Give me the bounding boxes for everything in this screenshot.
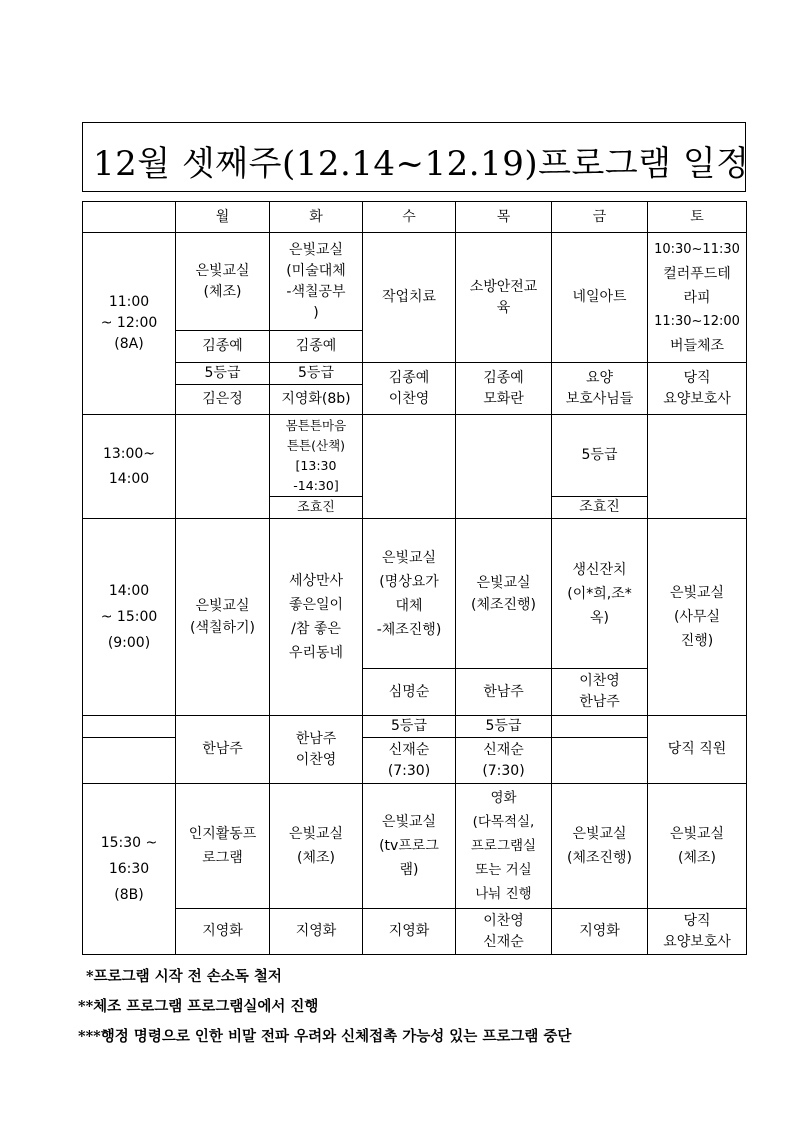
note-2: **체조 프로그램 프로그램실에서 진행 [78,998,319,1015]
slot2-tue-staff: 조효진 [270,497,363,519]
slot3-row-a [83,519,747,669]
slot3-time-cont [83,716,176,738]
schedule-table [82,201,747,955]
day-fri: 금 [552,202,648,233]
slot1-fri-program: 네일아트 [552,233,648,363]
day-thu: 목 [456,202,552,233]
slot4-thu-staff: 이찬영 신재순 [456,909,552,955]
slot3-time: 14:00 ~ 15:00 (9:00) [83,519,176,716]
slot4-row-b [83,909,747,955]
slot4-time: 15:30 ~ 16:30 (8B) [83,784,176,955]
header-row [83,202,747,233]
slot1-sat-program: 10:30~11:30 컬러푸드테 라피 11:30~12:00 버들체조 [648,233,747,363]
slot1-time: 11:00 ~ 12:00 (8A) [83,233,176,415]
slot1-mon-grade: 5등급 [176,363,270,385]
slot1-thu-program: 소방안전교 육 [456,233,552,363]
slot1-mon-program: 은빛교실 (체조) [176,233,270,331]
slot1-mon-staff-2: 김은정 [176,385,270,415]
slot4-tue-program: 은빛교실 (체조) [270,784,363,909]
notes [78,962,571,1052]
slot2-time: 13:00~ 14:00 [83,415,176,519]
slot3-fri-program: 생신잔치 (이*희,조* 옥) [552,519,648,669]
slot3-thu-program: 은빛교실 (체조진행) [456,519,552,669]
slot1-row-c [83,363,747,385]
slot3-mon-staff: 한남주 [176,716,270,784]
slot3-thu-grade: 5등급 [456,716,552,738]
slot3-time-cont-2 [83,738,176,784]
slot2-row-a [83,415,747,497]
slot3-thu-staff-2: 신재순 (7:30) [456,738,552,784]
slot1-row-a [83,233,747,331]
slot2-thu-empty [456,415,552,519]
slot4-mon-staff: 지영화 [176,909,270,955]
slot4-thu-program: 영화 (다목적실, 프로그램실 또는 거실 나눠 진행 [456,784,552,909]
slot1-fri-staff: 요양 보호사님들 [552,363,648,415]
slot3-wed-staff: 심명순 [363,669,456,716]
slot1-thu-staff: 김종예 모화란 [456,363,552,415]
slot3-row-c [83,716,747,738]
slot3-wed-staff-2: 신재순 (7:30) [363,738,456,784]
slot4-mon-program: 인지활동프 로그램 [176,784,270,909]
slot3-mon-program: 은빛교실 (색칠하기) [176,519,270,716]
slot2-fri-program: 5등급 [552,415,648,497]
slot3-wed-grade: 5등급 [363,716,456,738]
slot4-row-a [83,784,747,909]
slot3-fri-empty [552,716,648,738]
page-title: 12월 셋째주(12.14~12.19)프로그램 일정 [93,144,750,184]
slot4-fri-program: 은빛교실 (체조진행) [552,784,648,909]
slot4-sat-program: 은빛교실 (체조) [648,784,747,909]
slot3-sat-program: 은빛교실 (사무실 진행) [648,519,747,716]
slot4-sat-staff: 당직 요양보호사 [648,909,747,955]
title-box [82,122,750,192]
header-corner [83,202,176,233]
day-wed: 수 [363,202,456,233]
slot1-wed-staff: 김종예 이찬영 [363,363,456,415]
day-mon: 월 [176,202,270,233]
slot3-wed-program: 은빛교실 (명상요가 대체 -체조진행) [363,519,456,669]
slot1-tue-staff: 김종예 [270,331,363,363]
slot3-sat-staff: 당직 직원 [648,716,747,784]
note-1: *프로그램 시작 전 손소독 철저 [86,968,282,985]
slot1-sat-staff: 당직 요양보호사 [648,363,747,415]
slot3-tue-staff: 한남주 이찬영 [270,716,363,784]
slot3-tue-program: 세상만사 좋은일이 /참 좋은 우리동네 [270,519,363,716]
slot1-tue-program: 은빛교실 (미술대체 -색칠공부 ) [270,233,363,331]
day-sat: 토 [648,202,747,233]
slot2-wed-empty [363,415,456,519]
day-tue: 화 [270,202,363,233]
slot4-tue-staff: 지영화 [270,909,363,955]
slot3-fri-staff: 이찬영 한남주 [552,669,648,716]
slot2-mon-empty [176,415,270,519]
slot2-tue-program: 몸튼튼마음 튼튼(산책) [13:30 -14:30] [270,415,363,497]
slot1-tue-staff-2: 지영화(8b) [270,385,363,415]
slot2-fri-staff: 조효진 [552,497,648,519]
slot2-sat-empty [648,415,747,519]
slot3-fri-empty-2 [552,738,648,784]
slot1-mon-staff: 김종예 [176,331,270,363]
slot1-tue-grade: 5등급 [270,363,363,385]
slot4-fri-staff: 지영화 [552,909,648,955]
slot1-wed-program: 작업치료 [363,233,456,363]
slot4-wed-program: 은빛교실 (tv프로그 램) [363,784,456,909]
slot3-thu-staff: 한남주 [456,669,552,716]
note-3: ***행정 명령으로 인한 비말 전파 우려와 신체접촉 가능성 있는 프로그램 중단 [78,1028,572,1045]
slot4-wed-staff: 지영화 [363,909,456,955]
